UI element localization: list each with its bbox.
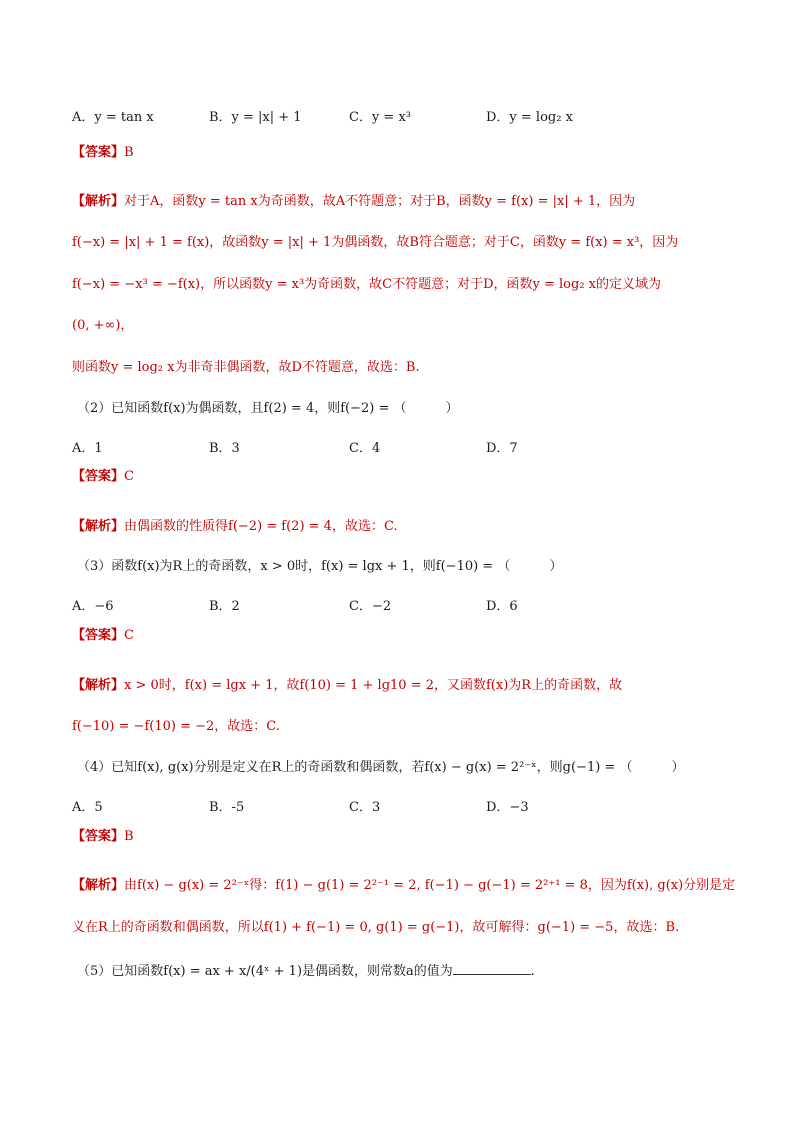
- answer-tag: 【答案】: [72, 829, 125, 844]
- answer-tag: 【答案】: [72, 145, 125, 160]
- q4-option-b: B．-5: [209, 800, 245, 815]
- analysis-tag: 【解析】: [72, 878, 125, 893]
- q2-option-b: B．3: [209, 441, 240, 456]
- q4-answer-line: [72, 827, 134, 847]
- analysis-text: 由偶函数的性质得f(−2) = f(2) = 4，故选：C.: [124, 519, 398, 534]
- analysis-text: x > 0时，f(x) = lgx + 1，故f(10) = 1 + lg10 = 2，又函数f(x)为R上的奇函数，故: [124, 678, 623, 693]
- analysis-tag: 【解析】: [72, 678, 125, 693]
- q1-analysis-line-1: [72, 192, 635, 212]
- analysis-tag: 【解析】: [72, 519, 125, 534]
- q3-analysis-line-1: [72, 676, 622, 696]
- q1-option-a: A．y = tan x: [72, 110, 154, 125]
- answer-tag: 【答案】: [72, 469, 125, 484]
- q5-stem: [77, 960, 535, 982]
- q1-option-c: C．y = x³: [349, 110, 411, 125]
- q2-answer-line: [72, 467, 134, 487]
- q5-stem-text: （5）已知函数f(x) = ax + x/(4ˣ + 1)是偶函数，则常数a的值为: [77, 964, 453, 979]
- answer-value: B: [124, 829, 134, 844]
- q5-stem-end: .: [530, 964, 535, 979]
- q3-answer-line: [72, 626, 134, 646]
- q1-answer-line: [72, 143, 134, 163]
- q2-analysis-line: [72, 517, 398, 537]
- q1-option-d: D．y = log₂ x: [486, 110, 573, 125]
- q3-option-c: C．−2: [349, 599, 392, 614]
- q2-option-c: C．4: [349, 441, 381, 456]
- q1-option-b: B．y = |x| + 1: [209, 110, 302, 125]
- q4-stem: （4）已知f(x), g(x)分别是定义在R上的奇函数和偶函数，若f(x) − g(x) = 2²⁻ˣ，则g(−1) = （ ）: [77, 760, 685, 775]
- answer-blank[interactable]: [453, 960, 531, 975]
- analysis-text: 对于A，函数y = tan x为奇函数，故A不符题意；对于B，函数y = f(x) = |x| + 1，因为: [124, 194, 636, 209]
- q1-analysis-line-4: (0, +∞)，: [72, 318, 134, 333]
- analysis-tag: 【解析】: [72, 194, 125, 209]
- answer-value: C: [124, 469, 134, 484]
- q2-option-a: A．1: [72, 441, 103, 456]
- q4-option-a: A．5: [72, 800, 103, 815]
- q1-analysis-line-5: 则函数y = log₂ x为非奇非偶函数，故D不符题意，故选：B.: [72, 360, 420, 375]
- answer-value: B: [124, 145, 134, 160]
- q1-analysis-line-3: f(−x) = −x³ = −f(x)，所以函数y = x³为奇函数，故C不符题意；对于D，函数y = log₂ x的定义域为: [72, 277, 662, 292]
- q3-analysis-line-2: f(−10) = −f(10) = −2，故选：C.: [72, 719, 280, 734]
- q4-analysis-line-1: [72, 876, 735, 896]
- q3-option-a: A．−6: [72, 599, 114, 614]
- q1-analysis-line-2: f(−x) = |x| + 1 = f(x)，故函数y = |x| + 1为偶函数，故B符合题意；对于C，函数y = f(x) = x³，因为: [72, 235, 679, 250]
- analysis-text: 由f(x) − g(x) = 2²⁻ˣ得：f(1) − g(1) = 2²⁻¹ = 2, f(−1) − g(−1) = 2²⁺¹ = 8，因为f(x), g(x)分别是定: [124, 878, 736, 893]
- q2-stem: （2）已知函数f(x)为偶函数，且f(2) = 4，则f(−2) = （ ）: [77, 401, 459, 416]
- q4-option-d: D．−3: [486, 800, 529, 815]
- q3-option-d: D．6: [486, 599, 518, 614]
- answer-value: C: [124, 628, 134, 643]
- q3-stem: （3）函数f(x)为R上的奇函数，x > 0时，f(x) = lgx + 1，则f(−10) = （ ）: [77, 559, 563, 574]
- q2-option-d: D．7: [486, 441, 518, 456]
- q4-analysis-line-2: 义在R上的奇函数和偶函数，所以f(1) + f(−1) = 0, g(1) = g(−1)，故可解得：g(−1) = −5，故选：B.: [72, 920, 680, 935]
- answer-tag: 【答案】: [72, 628, 125, 643]
- q3-option-b: B．2: [209, 599, 240, 614]
- q4-option-c: C．3: [349, 800, 381, 815]
